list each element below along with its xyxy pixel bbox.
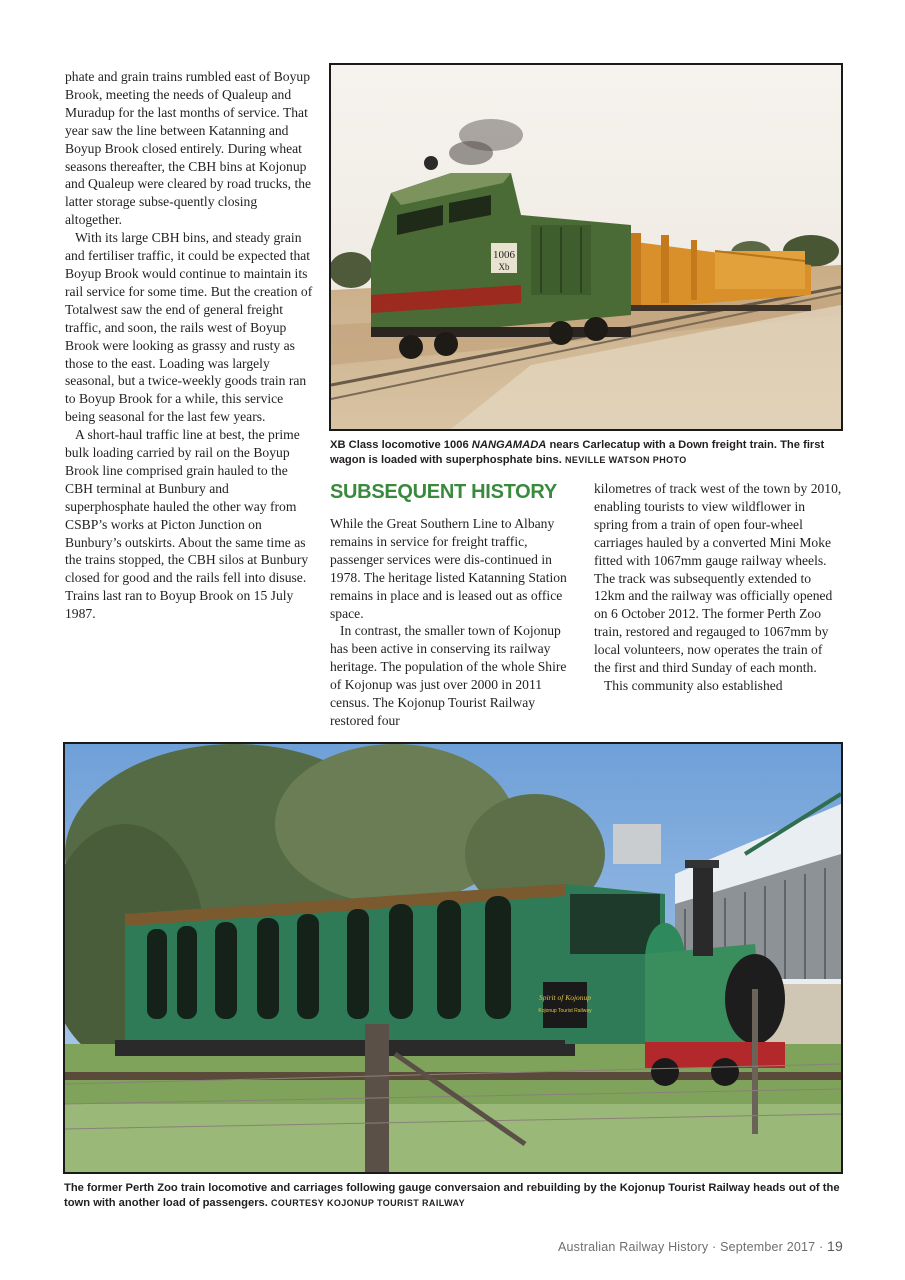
photo-credit: NEVILLE WATSON PHOTO [564,455,687,465]
tourist-train-photo [63,742,843,1174]
section-heading: SUBSEQUENT HISTORY [330,481,557,503]
right-paragraph-2: This community also established [604,677,783,693]
footer-publication: Australian Railway History · September 2017 · [557,1240,828,1254]
left-text-column [65,68,315,623]
bottom-photo-credit: COURTESY KOJONUP TOURIST RAILWAY [271,1198,465,1208]
left-paragraph-2: With its large CBH bins, and steady grain and fertiliser traffic, it could be expected that Boyup Brook would continue to maintain its rail service for some time. But the creation of Totalwest saw the end of general freight traffic, and soon, the rails west of Boyup Brook were looking as grassy and rusty as those to the east. Loading was largely seasonal, but a twice-weekly goods train ran to Boyup Brook for a while, this service being seasonal for the last few years. [65,230,313,425]
middle-paragraph-1: While the Great Southern Line to Albany remains in service for freight traffic, passenger services were dis-continued in 1978. The heritage listed Katanning Station remains in place and is leased out as office space. [330,516,567,621]
caption-start: XB Class locomotive 1006 [330,439,472,451]
page-number: 19 [827,1238,843,1254]
caption-end: nears Carlecatup with a Down freight train. The first wagon is loaded with superphosphate bins. [330,439,825,466]
right-text-column [594,480,842,695]
loco-class-label: Xb [498,262,510,272]
middle-paragraph-2: In contrast, the smaller town of Kojonup has been active in conserving its railway heritage. The population of the whole Shire of Kojonup was just over 2000 in 2011 census. The Kojonup Tourist Railway restored four [330,623,567,728]
left-paragraph-3: A short-haul traffic line at best, the prime bulk loading carried by rail on the Boyup Brook line comprised grain hauled to the CBH terminal at Bunbury and superphosphate hauled the other way from CSBP’s works at Picton Junction on Bunbury’s outskirts. About the same time as the trains stopped, the CBH silos at Bunbury closed for good and the rails fell into disuse. Trains last ran to Boyup Brook on 15 July 1987. [65,427,309,622]
bottom-photo-caption [64,1181,854,1211]
loco-number-label: 1006 [493,249,515,261]
caption-loco-name: NANGAMADA [471,439,547,451]
left-paragraph-1: phate and grain trains rumbled east of Boyup Brook, meeting the needs of Qualeup and Muradup for the last months of service. That year saw the line between Katanning and Boyup Brook closed entirely. During wheat seasons thereafter, the CBH bins at Kojonup and Qualeup were cleared by road trucks, the latter storage subse-quently closing altogether. [65,69,312,228]
top-photo-caption [330,438,840,468]
locomotive-photo [329,63,843,431]
loco-nameboard-line2: Kojonup Tourist Railway [538,1008,592,1014]
locomotive-illustration [331,65,841,429]
tourist-train-illustration [65,744,841,1172]
page-footer [558,1238,843,1254]
bottom-caption-text: The former Perth Zoo train locomotive and carriages following gauge conversaion and rebuilding by the Kojonup Tourist Railway heads out of the town with another load of passengers. [64,1182,840,1209]
right-paragraph-1: kilometres of track west of the town by 2010, enabling tourists to view wildflower in spring from a train of open four-wheel carriages hauled by a converted Mini Moke fitted with 1067mm gauge railway wheels. The track was subsequently extended to 12km and the railway was officially opened on 6 October 2012. The former Perth Zoo train, restored and regauged to 1067mm by local volunteers, now operates the train of the first and third Sunday of each month. [594,481,842,676]
loco-nameboard-line1: Spirit of Kojonup [538,993,592,1002]
middle-text-column [330,515,570,730]
